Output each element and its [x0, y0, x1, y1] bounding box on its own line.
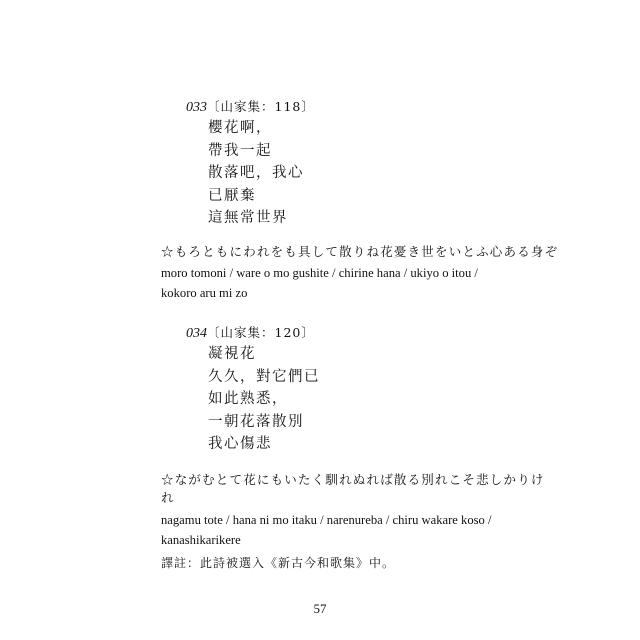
romanization	[161, 510, 491, 550]
poem-line: 櫻花啊，	[208, 120, 272, 136]
original-japanese	[161, 471, 545, 507]
romanization	[161, 263, 478, 303]
poem-source: 〔山家集：118〕	[207, 99, 315, 114]
poem-line: 帶我一起	[208, 142, 272, 159]
original-japanese	[161, 243, 559, 261]
poem-line: 這無常世界	[208, 210, 288, 226]
page-number: 57	[313, 601, 327, 616]
romaji-line: kanashikarikere	[161, 533, 241, 547]
romaji-line: moro tomoni / ware o mo gushite / chirine hana / ukiyo o itou /	[161, 266, 478, 280]
original-line: ☆もろともにわれをも具して散りね花憂き世をいとふ心ある身ぞ	[161, 244, 559, 259]
poem-header	[186, 98, 315, 117]
poem-line: 久久，對它們已	[208, 368, 320, 385]
poem-line: 一朝花落散別	[208, 413, 304, 430]
poem-line: 已厭棄	[208, 187, 256, 204]
poem-number: 033	[186, 100, 207, 115]
poem-translation	[208, 117, 304, 230]
poem-translation	[208, 343, 320, 456]
poem-line: 散落吧，我心	[208, 165, 304, 181]
translator-note: 譯註：此詩被選入《新古今和歌集》中。	[161, 556, 396, 570]
romaji-line: kokoro aru mi zo	[161, 286, 248, 300]
original-line: ☆ながむとて花にもいたく馴れぬれば散る別れこそ悲しかりけ	[161, 472, 545, 487]
poem-source: 〔山家集：120〕	[207, 325, 315, 340]
poem-line: 凝視花	[208, 346, 256, 362]
poem-header	[186, 324, 315, 343]
poem-number: 034	[186, 326, 207, 341]
poem-line: 我心傷悲	[208, 436, 272, 452]
romaji-line: nagamu tote / hana ni mo itaku / narenureba / chiru wakare koso /	[161, 513, 492, 527]
original-line: れ	[161, 490, 175, 505]
poem-line: 如此熟悉，	[208, 391, 288, 407]
